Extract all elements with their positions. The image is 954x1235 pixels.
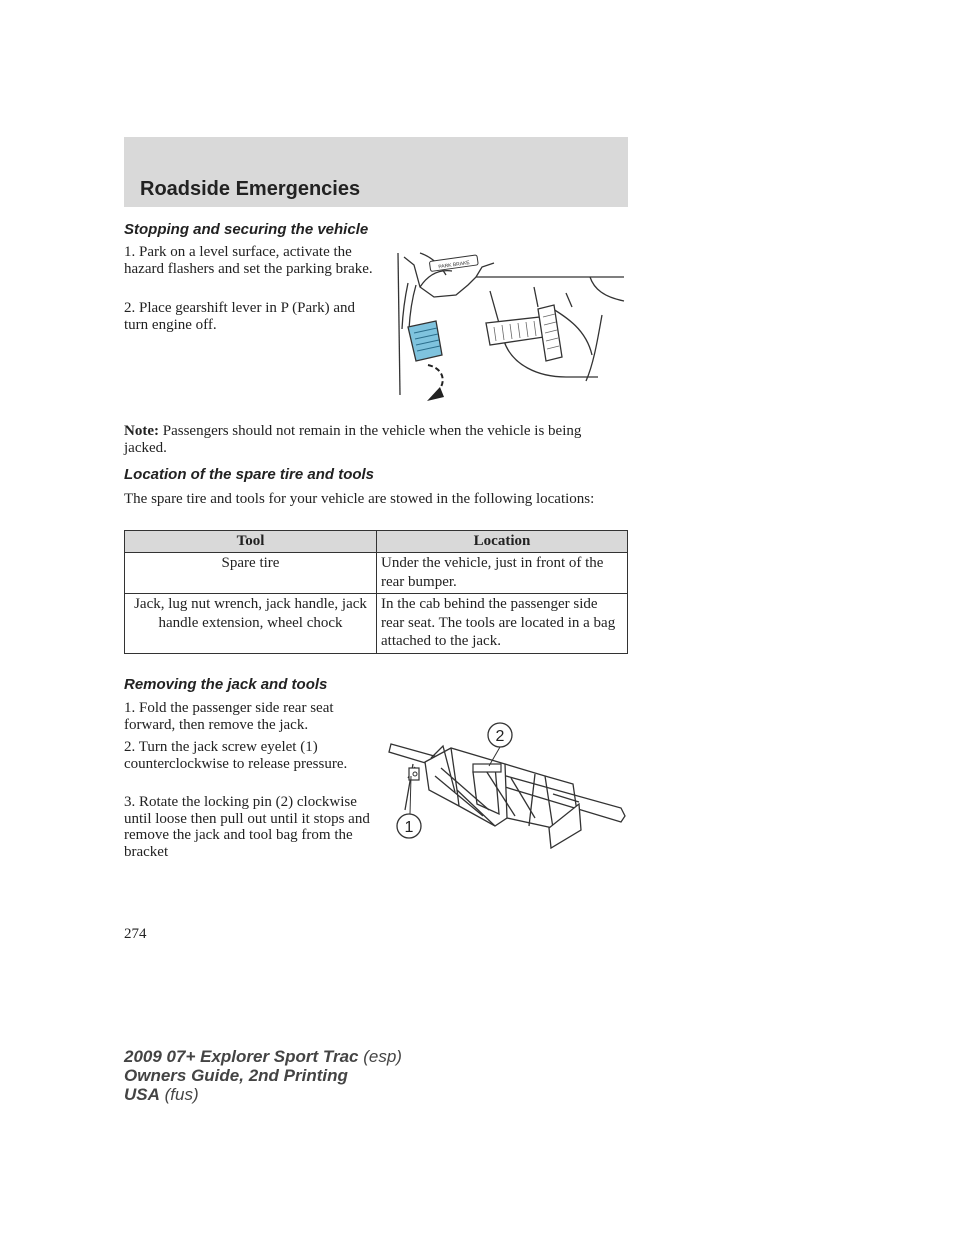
location-intro: The spare tire and tools for your vehicle are stowed in the following locations: <box>124 491 595 507</box>
table-cell-tool: Jack, lug nut wrench, jack handle, jack handle extension, wheel chock <box>125 594 377 654</box>
footer-market-code: (fus) <box>159 1085 199 1104</box>
footer-model-code: (esp) <box>358 1047 402 1066</box>
callout-2: 2 <box>495 728 505 745</box>
table-header-location: Location <box>377 531 628 553</box>
footer-document-info <box>124 1047 402 1104</box>
stopping-step-2: 2. Place gearshift lever in P (Park) and turn engine off. <box>124 300 356 333</box>
table-cell-tool: Spare tire <box>125 553 377 594</box>
table-header-tool: Tool <box>125 531 377 553</box>
header-band <box>124 137 628 207</box>
footer-line-3 <box>124 1085 402 1104</box>
footer-line-2: Owners Guide, 2nd Printing <box>124 1066 348 1085</box>
park-brake-label: PARK BRAKE <box>438 259 471 271</box>
removing-step-2: 2. Turn the jack screw eyelet (1) counterclockwise to release pressure. <box>124 739 348 772</box>
callout-1: 1 <box>404 819 414 836</box>
table-cell-location: In the cab behind the passenger side rear seat. The tools are located in a bag attached to the jack. <box>377 594 628 654</box>
table-cell-location: Under the vehicle, just in front of the rear bumper. <box>377 553 628 594</box>
section-heading-stopping: Stopping and securing the vehicle <box>124 221 369 238</box>
table-row <box>125 594 628 654</box>
jack-removal-illustration <box>385 718 630 856</box>
note-text: Passengers should not remain in the vehicle when the vehicle is being jacked. <box>124 423 582 456</box>
stopping-step-1: 1. Park on a level surface, activate the hazard flashers and set the parking brake. <box>124 244 373 277</box>
tools-location-table <box>124 530 628 654</box>
section-heading-location: Location of the spare tire and tools <box>124 466 375 483</box>
note-label: Note: <box>124 423 159 439</box>
page-title: Roadside Emergencies <box>140 178 361 200</box>
parking-brake-illustration <box>390 245 630 405</box>
removing-step-3: 3. Rotate the locking pin (2) clockwise until loose then pull out until it stops and remove the jack and tool bag from the bracket <box>124 794 370 860</box>
note-paragraph <box>124 423 619 456</box>
section-heading-removing: Removing the jack and tools <box>124 676 328 693</box>
footer-model: 2009 07+ Explorer Sport Trac <box>124 1047 359 1066</box>
footer-market: USA <box>124 1085 160 1104</box>
page-number: 274 <box>124 926 147 942</box>
footer-line-1 <box>124 1047 402 1066</box>
table-header-row <box>125 531 628 553</box>
removing-step-1: 1. Fold the passenger side rear seat forward, then remove the jack. <box>124 700 334 733</box>
table-row <box>125 553 628 594</box>
